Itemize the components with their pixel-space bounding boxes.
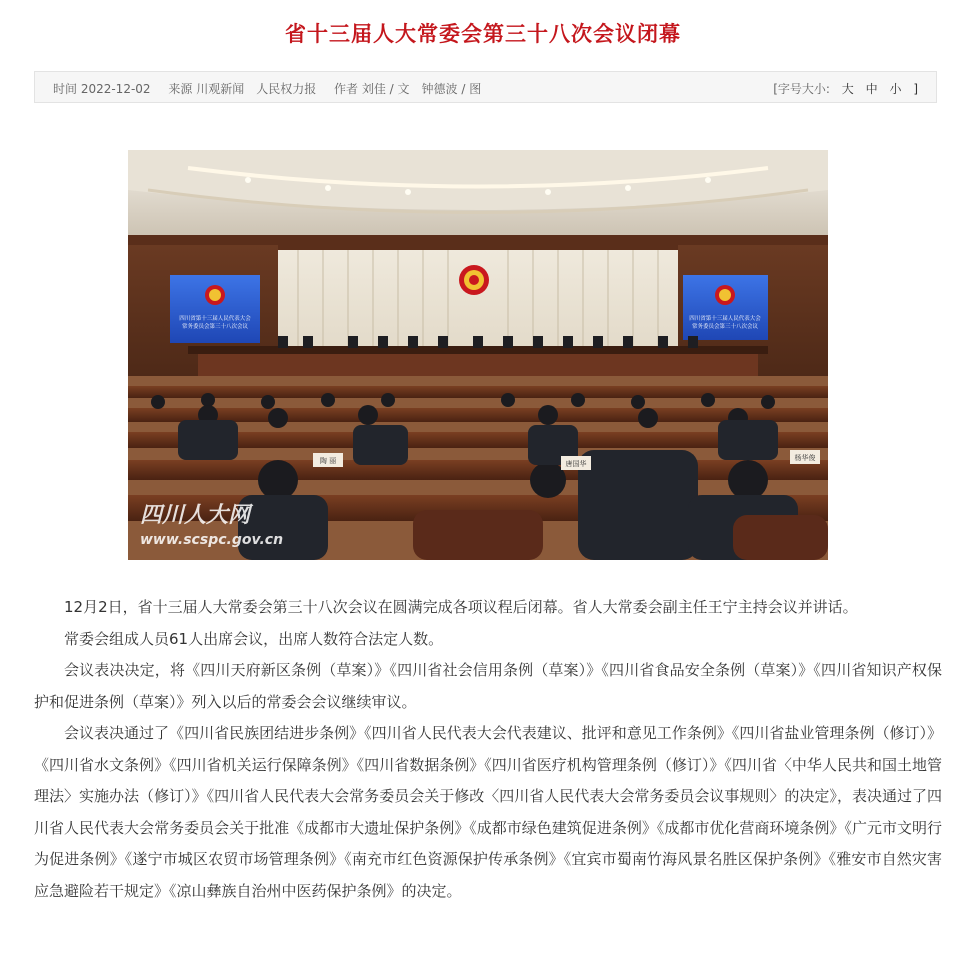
meta-info [53,80,495,97]
font-size-small-button[interactable]: 小 [889,82,902,96]
paragraph: 会议表决通过了《四川省民族团结进步条例》《四川省人民代表大会代表建议、批评和意见工作条例》《四川省盐业管理条例（修订）》《四川省水文条例》《四川省机关运行保障条例》《四川省数据条例》《四川省医疗机构管理条例（修订）》《四川省〈中华人民共和国土地管理法〉实施办法（修订）》《四川省人民代表大会常务委员会关于修改〈四川省人民代表大会常务委员会议事规则〉的决定》，表决通过了四川省人民代表大会常务委员会关于批准《成都市大遗址保护条例》《成都市绿色建筑促进条例》《成都市优化营商环境条例》《广元市文明行为促进条例》《遂宁市城区农贸市场管理条例》《南充市红色资源保护传承条例》《宜宾市蜀南竹海风景名胜区保护条例》《雅安市自然灾害应急避险若干规定》《凉山彝族自治州中医药保护条例》的决定。 [34,724,942,900]
font-size-medium-button[interactable]: 中 [865,82,878,96]
meeting-hall-illustration [128,150,828,560]
right-screen [683,275,768,340]
watermark-name: 四川人大网 [140,503,251,528]
author-text: 作者 刘佳 / 文 钟德波 / 图 [334,82,482,96]
meeting-photo [128,150,828,560]
watermark-url: www.scspc.gov.cn [140,532,284,548]
article-meta-bar [34,71,937,103]
font-size-label: [字号大小: [773,82,830,96]
right-screen-line1: 四川省第十三届人民代表大会 [689,316,761,322]
publish-time: 时间 2022-12-02 [53,82,151,96]
font-size-switcher [773,80,918,97]
right-screen-line2: 常务委员会第三十八次会议 [691,324,759,330]
paragraph: 会议表决决定，将《四川天府新区条例（草案）》《四川省社会信用条例（草案）》《四川省食品安全条例（草案）》《四川省知识产权保护和促进条例（草案）》列入以后的常委会会议继续审议。 [34,661,942,711]
page-title: 省十三届人大常委会第三十八次会议闭幕 [285,22,681,46]
nameplate-2: 唐国华 [565,460,587,468]
left-screen-line1: 四川省第十三届人民代表大会 [179,316,251,322]
article-body [34,592,942,907]
font-size-close-bracket: ] [913,82,918,96]
source-text: 来源 川观新闻 人民权力报 [168,82,317,96]
nameplate-1: 陶 丽 [319,457,337,465]
font-size-large-button[interactable]: 大 [841,82,854,96]
paragraph: 12月2日，省十三届人大常委会第三十八次会议在圆满完成各项议程后闭幕。省人大常委会副主任王宁主持会议并讲话。 [64,598,858,616]
paragraph: 常委会组成人员61人出席会议，出席人数符合法定人数。 [64,629,444,648]
nameplate-3: 杨华俊 [794,454,816,462]
left-screen-line2: 常务委员会第三十八次会议 [181,324,249,330]
